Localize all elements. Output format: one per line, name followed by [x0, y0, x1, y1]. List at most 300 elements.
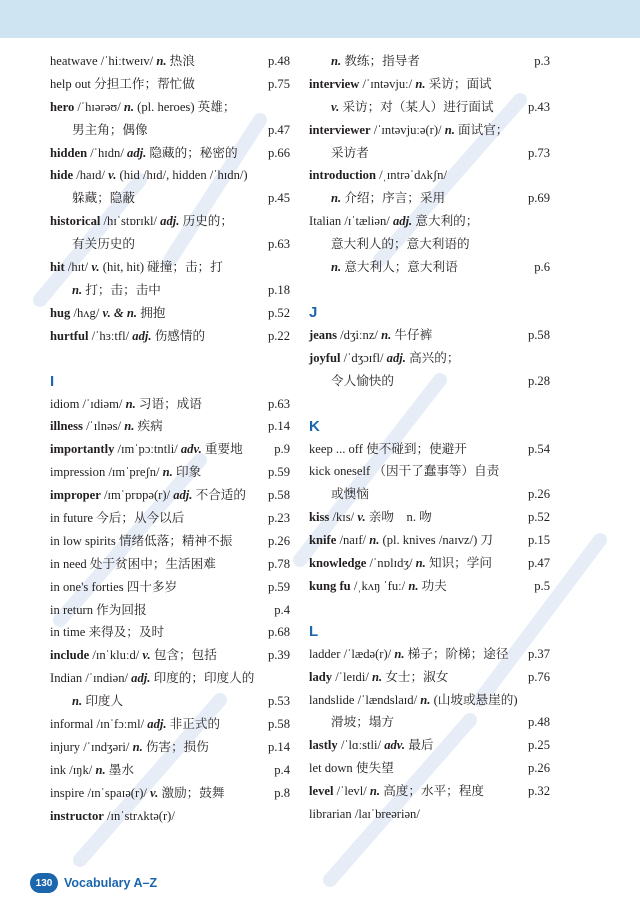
entry-text — [50, 782, 224, 805]
phonetic: /ɪmˈprɒpə(r)/ — [104, 488, 171, 503]
entry-text — [309, 483, 369, 506]
vocab-entry — [50, 438, 290, 461]
entry-text — [309, 233, 470, 256]
entry-text — [50, 667, 254, 690]
page-ref: p.23 — [267, 511, 290, 526]
phonetic: /ˈɪndʒəri/ — [83, 739, 130, 754]
phonetic: /dʒiːnz/ — [340, 327, 378, 342]
vocab-entry — [309, 643, 550, 666]
page-ref: p.63 — [267, 237, 290, 252]
entry-text — [50, 393, 202, 416]
page-ref: p.15 — [527, 533, 550, 548]
vocab-entry — [50, 713, 290, 736]
definition: 印象 — [175, 465, 202, 480]
entry-text — [309, 210, 478, 233]
headword: improper — [50, 488, 101, 503]
page-ref: p.52 — [527, 510, 550, 525]
phonetic: /ˌkʌŋ ˈfuː/ — [353, 578, 406, 593]
vocab-entry — [50, 530, 290, 553]
definition: 有关历史的 — [72, 237, 135, 252]
page-ref: p.47 — [267, 122, 290, 137]
part-of-speech: v. — [331, 99, 340, 114]
phonetic: /ɪmˈpreʃn/ — [108, 465, 160, 480]
vocab-entry — [50, 621, 290, 644]
entry-text — [309, 119, 508, 142]
definition: 滑坡；塌方 — [331, 715, 394, 730]
page-ref: p.73 — [527, 145, 550, 160]
entry-continuation — [50, 187, 290, 210]
phonetic: /ɪnˈkluːd/ — [92, 648, 140, 663]
phonetic: /ˈɪndiən/ — [85, 671, 129, 686]
section-gap — [309, 279, 550, 302]
headword: instructor — [50, 808, 104, 823]
entry-text — [309, 780, 484, 803]
definition: 男主角；偶像 — [72, 122, 148, 137]
vocab-entry — [309, 119, 550, 142]
entry-continuation — [309, 96, 550, 119]
headword: kung fu — [309, 578, 351, 593]
page-ref: p.6 — [534, 260, 550, 275]
definition: 四十多岁 — [126, 579, 178, 594]
phonetic: /kɪs/ — [332, 510, 355, 525]
entry-text — [50, 599, 147, 622]
part-of-speech: adj. — [147, 717, 167, 732]
page-ref: p.26 — [267, 533, 290, 548]
definition: 采访；面试 — [428, 76, 492, 91]
definition: 功夫 — [421, 578, 447, 593]
part-of-speech: n. — [369, 784, 381, 799]
phonetic: /naɪf/ — [339, 533, 367, 548]
part-of-speech: n. — [331, 191, 342, 206]
entry-text — [50, 759, 134, 782]
headword: importantly — [50, 442, 115, 457]
vocab-entry — [50, 96, 290, 119]
entry-text — [50, 438, 243, 461]
page-ref: p.45 — [267, 191, 290, 206]
entry-text — [309, 438, 467, 461]
headword: let down — [309, 761, 353, 776]
vocab-entry — [50, 736, 290, 759]
headword: inspire — [50, 785, 85, 800]
part-of-speech: adv. — [180, 442, 202, 457]
vocab-entry — [50, 415, 290, 438]
entry-text — [50, 484, 246, 507]
entry-text — [50, 415, 163, 438]
part-of-speech: n. — [372, 669, 383, 684]
page-ref: p.58 — [527, 327, 550, 342]
definition: 热浪 — [169, 54, 195, 68]
definition: 介绍；序言；采用 — [344, 191, 446, 206]
phonetic: /ˈɪdiəm/ — [82, 396, 123, 411]
entry-text — [50, 325, 205, 348]
entry-text — [309, 142, 369, 165]
entry-continuation — [50, 690, 290, 713]
page-ref: p.5 — [534, 578, 550, 593]
part-of-speech: v. & n. — [102, 305, 138, 320]
definition: 亲吻 n. 吻 — [368, 510, 432, 525]
headword: jeans — [309, 327, 337, 342]
headword: joyful — [309, 350, 341, 365]
definition: 今后；从今以后 — [96, 511, 185, 526]
entry-text — [309, 757, 394, 780]
vocab-entry — [50, 782, 290, 805]
page-ref: p.69 — [527, 191, 550, 206]
definition: 女士；淑女 — [385, 669, 449, 684]
page-ref: p.26 — [527, 487, 550, 502]
headword: hit — [50, 260, 65, 275]
phonetic: /hɪˈstɒrɪkl/ — [103, 214, 157, 229]
definition: (pl. heroes) 英雄； — [137, 99, 236, 114]
phonetic: /ˈlɑːstli/ — [340, 738, 382, 753]
headword: knowledge — [309, 556, 367, 571]
entry-text — [50, 187, 135, 210]
part-of-speech: n. — [156, 54, 167, 68]
definition: 高度；水平；程度 — [383, 784, 484, 799]
entry-text — [309, 96, 494, 119]
headword: kiss — [309, 510, 330, 525]
entry-continuation — [50, 233, 290, 256]
entry-text — [50, 621, 164, 644]
headword: interview — [309, 76, 360, 91]
headword: informal — [50, 717, 94, 732]
entry-text — [309, 164, 447, 187]
vocab-entry — [50, 142, 290, 165]
headword: in low spirits — [50, 533, 116, 548]
part-of-speech: n. — [123, 99, 135, 114]
definition: 激励；鼓舞 — [161, 785, 225, 800]
definition: (hit, hit) 碰撞；击；打 — [102, 260, 223, 275]
definition: 采访者 — [331, 145, 369, 160]
entry-text — [50, 507, 184, 530]
part-of-speech: adj. — [127, 145, 147, 160]
page-ref: p.43 — [527, 99, 550, 114]
definition: 使不碰到；使避开 — [366, 441, 467, 456]
section-letter: I — [50, 372, 55, 390]
headword: ladder — [309, 646, 341, 661]
entry-continuation — [50, 279, 290, 302]
page-ref: p.9 — [274, 442, 290, 457]
vocab-entry — [50, 393, 290, 416]
phonetic: /ˈlændslaɪd/ — [357, 692, 418, 707]
entry-text — [50, 302, 165, 325]
page-ref: p.39 — [267, 648, 290, 663]
part-of-speech: adj. — [392, 214, 413, 229]
definition: 令人愉快的 — [331, 373, 394, 388]
entry-text — [50, 256, 223, 279]
definition: 作为回报 — [96, 602, 147, 617]
headword: lady — [309, 669, 333, 684]
page-ref: p.14 — [267, 739, 290, 754]
part-of-speech: n. — [408, 578, 419, 593]
entry-text — [50, 210, 233, 233]
headword: lastly — [309, 738, 338, 753]
definition: (山坡或悬崖的) — [433, 692, 518, 707]
entry-continuation — [309, 233, 550, 256]
entry-continuation — [309, 370, 550, 393]
vocab-entry — [309, 210, 550, 233]
headword: injury — [50, 739, 81, 754]
definition: 疾病 — [137, 419, 163, 434]
headword: Indian — [50, 671, 83, 686]
definition: 隐藏的；秘密的 — [149, 145, 238, 160]
part-of-speech: n. — [420, 692, 431, 707]
definition: 高兴的； — [409, 350, 460, 365]
headword: hurtful — [50, 328, 89, 343]
page-ref: p.68 — [267, 625, 290, 640]
page-ref: p.48 — [527, 715, 550, 730]
vocab-entry — [309, 575, 550, 598]
vocab-entry — [50, 507, 290, 530]
part-of-speech: v. — [357, 510, 366, 525]
part-of-speech: adj. — [160, 214, 180, 229]
headword: hero — [50, 99, 75, 114]
entry-text — [50, 164, 248, 187]
definition: 最后 — [408, 738, 434, 753]
entry-text — [50, 713, 220, 736]
vocab-entry — [50, 325, 290, 348]
vocab-entry — [309, 73, 550, 96]
vocab-entry — [50, 599, 290, 622]
headword: in future — [50, 511, 94, 526]
footer-title: Vocabulary A–Z — [64, 876, 158, 890]
phonetic: /hɪt/ — [67, 260, 89, 275]
page-ref: p.59 — [267, 465, 290, 480]
part-of-speech: v. — [91, 260, 100, 275]
entry-continuation — [309, 711, 550, 734]
vocab-entry — [50, 805, 290, 828]
part-of-speech: n. — [444, 122, 455, 137]
entry-text — [309, 324, 432, 347]
definition: 拥抱 — [140, 305, 166, 320]
headword: hide — [50, 168, 74, 183]
vocab-entry — [309, 734, 550, 757]
vocab-entry — [309, 460, 550, 483]
vocab-entry — [50, 73, 290, 96]
part-of-speech: n. — [124, 419, 135, 434]
part-of-speech: n. — [72, 694, 83, 709]
definition: 历史的； — [182, 214, 233, 229]
page-ref: p.4 — [274, 602, 290, 617]
vocab-entry — [50, 461, 290, 484]
definition: 采访；对（某人）进行面试 — [342, 99, 494, 114]
headword: librarian — [309, 807, 352, 822]
definition: 包含；包括 — [153, 648, 217, 663]
part-of-speech: n. — [381, 327, 392, 342]
entry-text — [309, 643, 508, 666]
entry-text — [309, 689, 518, 712]
entry-text — [309, 187, 445, 210]
page-ref: p.59 — [267, 579, 290, 594]
part-of-speech: v. — [150, 785, 159, 800]
entry-text — [50, 119, 148, 142]
page-ref: p.4 — [274, 762, 290, 777]
phonetic: /ˈɪlnəs/ — [86, 419, 122, 434]
vocab-entry — [50, 256, 290, 279]
definition: 面试官； — [458, 122, 509, 137]
page-ref: p.52 — [267, 305, 290, 320]
phonetic: /ˈlædə(r)/ — [343, 646, 392, 661]
entry-text — [309, 575, 447, 598]
header-band — [0, 0, 640, 38]
entry-text — [309, 529, 493, 552]
phonetic: /ɪmˈpɔːtntli/ — [117, 442, 178, 457]
page-ref: p.75 — [267, 76, 290, 91]
headword: landslide — [309, 692, 355, 707]
entry-text — [309, 50, 420, 73]
page-ref: p.32 — [527, 784, 550, 799]
page-ref: p.54 — [527, 441, 550, 456]
section-gap — [309, 598, 550, 621]
part-of-speech: n. — [369, 533, 380, 548]
page-ref: p.47 — [527, 556, 550, 571]
part-of-speech: n. — [132, 739, 143, 754]
entry-text — [309, 347, 459, 370]
entry-continuation — [309, 256, 550, 279]
headword: illness — [50, 419, 83, 434]
page-ref: p.66 — [267, 145, 290, 160]
phonetic: /ˈhɜːtfl/ — [91, 328, 130, 343]
headword: keep ... off — [309, 441, 363, 456]
definition: 躲藏；隐蔽 — [72, 191, 135, 206]
headword: ink — [50, 762, 67, 777]
entry-text — [309, 506, 432, 529]
entry-text — [50, 553, 216, 576]
entry-text — [50, 96, 235, 119]
section-letter: K — [309, 417, 320, 435]
headword: level — [309, 784, 334, 799]
part-of-speech: n. — [331, 260, 342, 275]
right-column — [309, 50, 550, 826]
definition: 习语；成语 — [138, 396, 202, 411]
definition: 或懊恼 — [331, 487, 369, 502]
vocab-entry — [309, 803, 550, 826]
phonetic: /ɪnˈspaɪə(r)/ — [87, 785, 147, 800]
part-of-speech: n. — [415, 76, 426, 91]
part-of-speech: n. — [394, 646, 405, 661]
vocab-entry — [50, 576, 290, 599]
page-ref: p.63 — [267, 396, 290, 411]
phonetic: /ˈhɪərəʊ/ — [77, 99, 121, 114]
definition: 知识；学问 — [428, 556, 492, 571]
definition: 不合适的 — [195, 488, 246, 503]
headword: kick oneself — [309, 464, 371, 479]
phonetic: /ɪnˈstrʌktə(r)/ — [107, 808, 175, 823]
entry-text — [309, 711, 394, 734]
part-of-speech: adj. — [131, 671, 151, 686]
entry-continuation — [309, 50, 550, 73]
vocab-entry — [309, 506, 550, 529]
page-ref: p.58 — [267, 488, 290, 503]
part-of-speech: n. — [72, 282, 83, 297]
headword: heatwave — [50, 54, 98, 68]
vocab-entry — [50, 667, 290, 690]
definition: (pl. knives /naɪvz/) 刀 — [382, 533, 494, 548]
part-of-speech: n. — [415, 556, 426, 571]
entry-text — [50, 736, 209, 759]
phonetic: /ˌɪntrəˈdʌkʃn/ — [379, 168, 447, 183]
vocab-entry — [50, 644, 290, 667]
entry-text — [309, 256, 458, 279]
part-of-speech: n. — [162, 465, 173, 480]
part-of-speech: n. — [95, 762, 106, 777]
definition: 伤害；损伤 — [145, 739, 209, 754]
entry-continuation — [309, 187, 550, 210]
part-of-speech: adj. — [132, 328, 152, 343]
definition: 重要地 — [204, 442, 243, 457]
entry-text — [50, 644, 217, 667]
headword: introduction — [309, 168, 376, 183]
section-gap — [309, 393, 550, 416]
phonetic: /ˈɪntəvjuːə(r)/ — [373, 122, 442, 137]
entry-continuation — [309, 142, 550, 165]
page-ref: p.53 — [267, 694, 290, 709]
entry-text — [50, 73, 195, 96]
entry-text — [50, 142, 238, 165]
headword: hug — [50, 305, 71, 320]
headword: hidden — [50, 145, 88, 160]
vocab-entry — [50, 50, 290, 73]
headword: impression — [50, 465, 106, 480]
part-of-speech: n. — [331, 54, 342, 68]
phonetic: /ˈleɪdi/ — [335, 669, 369, 684]
vocab-entry — [309, 552, 550, 575]
definition: 分担工作；帮忙做 — [94, 76, 195, 91]
definition: 来得及；及时 — [88, 625, 165, 640]
vocab-entry — [309, 689, 550, 712]
definition: 意大利人；意大利语 — [344, 260, 458, 275]
entry-text — [50, 50, 195, 73]
section-letter: L — [309, 622, 319, 640]
page-ref: p.76 — [527, 669, 550, 684]
page-ref: p.18 — [267, 282, 290, 297]
entry-text — [50, 461, 201, 484]
headword: in need — [50, 556, 87, 571]
entry-text — [50, 690, 123, 713]
page-ref: p.28 — [527, 373, 550, 388]
headword: include — [50, 648, 90, 663]
definition: 打；击；击中 — [85, 282, 161, 297]
headword: interviewer — [309, 122, 371, 137]
phonetic: /ˈnɒlɪdʒ/ — [369, 556, 413, 571]
phonetic: /hʌg/ — [73, 305, 100, 320]
entry-text — [309, 666, 448, 689]
vocab-entry — [309, 164, 550, 187]
headword: Italian — [309, 214, 342, 229]
headword: idiom — [50, 396, 80, 411]
entry-continuation — [50, 119, 290, 142]
definition: 印度人 — [85, 694, 124, 709]
section-letter: J — [309, 303, 318, 321]
vocab-entry — [50, 484, 290, 507]
page-number-badge: 130 — [30, 873, 58, 893]
vocab-entry — [50, 164, 290, 187]
page-footer — [30, 873, 157, 893]
vocab-entry — [50, 302, 290, 325]
definition: 使失望 — [355, 761, 394, 776]
definition: （因干了蠢事等）自责 — [373, 464, 500, 479]
entry-text — [309, 370, 394, 393]
definition: 非正式的 — [169, 717, 221, 732]
page-ref: p.3 — [534, 54, 550, 68]
definition: 梯子；阶梯；途径 — [407, 646, 509, 661]
vocab-entry — [50, 553, 290, 576]
definition: 意大利的； — [415, 214, 479, 229]
entry-text — [50, 576, 177, 599]
headword: knife — [309, 533, 337, 548]
vocab-entry — [309, 757, 550, 780]
page-ref: p.48 — [267, 54, 290, 68]
vocab-entry — [309, 529, 550, 552]
